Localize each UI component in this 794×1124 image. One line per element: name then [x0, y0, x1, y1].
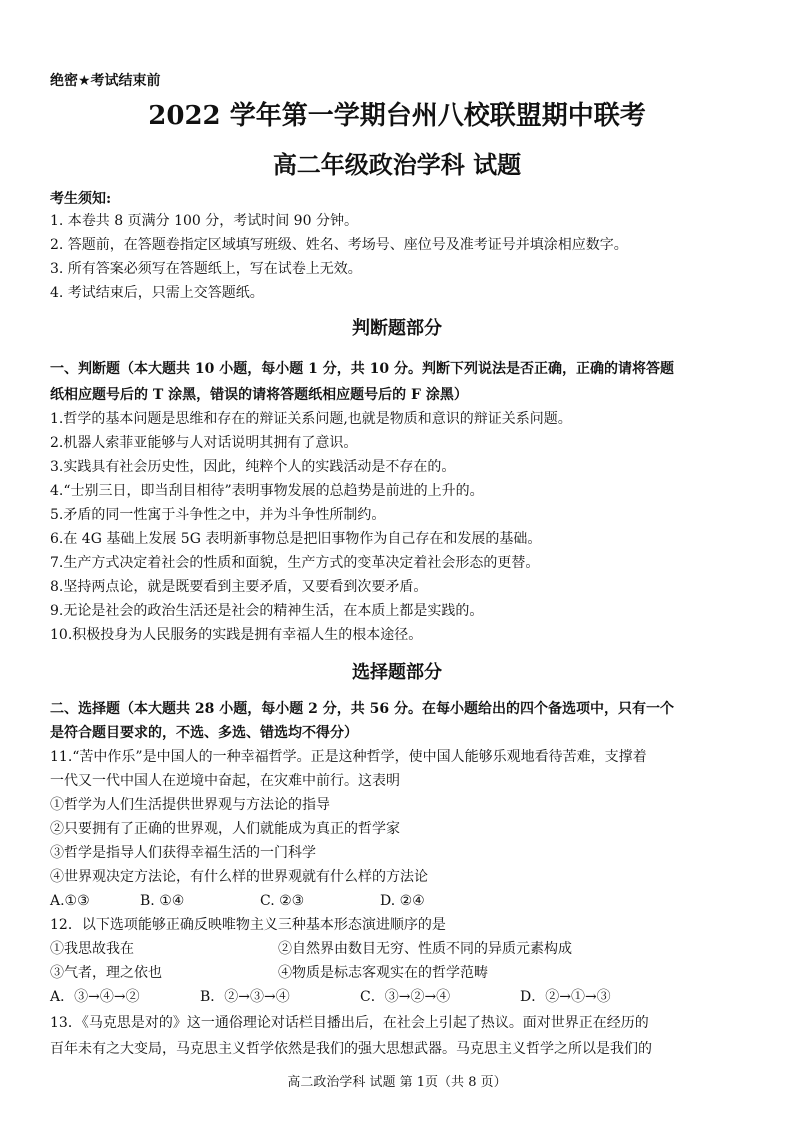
question-12-option-d: D．②→①→③ — [520, 989, 611, 1005]
question-12-statement: ③气者，理之依也 — [50, 965, 162, 981]
choice-instruction: 二、选择题（本大题共 28 小题，每小题 2 分，共 56 分。在每小题给出的四个备选项中，只有一个 — [50, 701, 674, 717]
question-12-stem: 12．以下选项能够正确反映唯物主义三种基本形态演进顺序的是 — [50, 917, 446, 933]
judge-item: 4.“士别三日，即当刮目相待”表明事物发展的总趋势是前进的上升的。 — [50, 483, 484, 499]
question-12-option-b: B．②→③→④ — [200, 989, 290, 1005]
judge-item: 9.无论是社会的政治生活还是社会的精神生活，在本质上都是实践的。 — [50, 603, 484, 619]
notice-item: 4. 考试结束后，只需上交答题纸。 — [50, 285, 264, 301]
secret-label: 绝密★考试结束前 — [50, 73, 161, 89]
question-11-statement: ①哲学为人们生活提供世界观与方法论的指导 — [50, 797, 330, 813]
notice-item: 1. 本卷共 8 页满分 100 分，考试时间 90 分钟。 — [50, 213, 358, 229]
question-11-statement: ③哲学是指导人们获得幸福生活的一门科学 — [50, 845, 316, 861]
question-11-statement: ②只要拥有了正确的世界观，人们就能成为真正的哲学家 — [50, 821, 400, 837]
page-footer: 高二政治学科 试题 第 1页（共 8 页） — [287, 1075, 507, 1090]
question-12-statement: ①我思故我在 — [50, 941, 134, 957]
question-11-option-b: B. ①④ — [140, 893, 185, 909]
question-12-statement: ②自然界由数目无穷、性质不同的异质元素构成 — [278, 941, 572, 957]
choice-section-title: 选择题部分 — [352, 662, 442, 683]
judge-item: 8.坚持两点论，就是既要看到主要矛盾，又要看到次要矛盾。 — [50, 579, 428, 595]
question-13-stem: 百年未有之大变局，马克思主义哲学依然是我们的强大思想武器。马克思主义哲学之所以是我们的 — [50, 1041, 652, 1057]
judge-item: 3.实践具有社会历史性，因此，纯粹个人的实践活动是不存在的。 — [50, 459, 456, 475]
question-12-option-c: C．③→②→④ — [360, 989, 451, 1005]
judge-item: 5.矛盾的同一性寓于斗争性之中，并为斗争性所制约。 — [50, 507, 386, 523]
notice-heading: 考生须知: — [50, 191, 112, 207]
question-11-option-d: D. ②④ — [380, 893, 425, 909]
exam-subtitle: 高二年级政治学科 试题 — [272, 150, 522, 179]
judge-section-title: 判断题部分 — [352, 318, 442, 339]
question-12-statement: ④物质是标志客观实在的哲学范畴 — [278, 965, 488, 981]
question-11-statement: ④世界观决定方法论，有什么样的世界观就有什么样的方法论 — [50, 869, 428, 885]
judge-item: 2.机器人索菲亚能够与人对话说明其拥有了意识。 — [50, 435, 358, 451]
exam-title: 2022 学年第一学期台州八校联盟期中联考 — [148, 101, 646, 131]
question-11-option-a: A.①③ — [50, 893, 90, 909]
question-12-option-a: A．③→④→② — [50, 989, 140, 1005]
choice-instruction: 是符合题目要求的，不选、多选、错选均不得分） — [50, 725, 358, 741]
question-11-stem: 一代又一代中国人在逆境中奋起，在灾难中前行。这表明 — [50, 773, 400, 789]
question-11-stem: 11.“苦中作乐”是中国人的一种幸福哲学。正是这种哲学，使中国人能够乐观地看待苦难，支撑着 — [50, 749, 647, 765]
notice-item: 3. 所有答案必须写在答题纸上，写在试卷上无效。 — [50, 261, 362, 277]
judge-instruction: 纸相应题号后的 T 涂黑，错误的请将答题纸相应题号后的 F 涂黑） — [50, 387, 468, 403]
judge-item: 7.生产方式决定着社会的性质和面貌，生产方式的变革决定着社会形态的更替。 — [50, 555, 540, 571]
judge-instruction: 一、判断题（本大题共 10 小题，每小题 1 分，共 10 分。判断下列说法是否正确，正确的请将答题 — [50, 361, 674, 377]
judge-item: 1.哲学的基本问题是思维和存在的辩证关系问题,也就是物质和意识的辩证关系问题。 — [50, 411, 572, 427]
judge-item: 10.积极投身为人民服务的实践是拥有幸福人生的根本途径。 — [50, 627, 423, 643]
notice-item: 2. 答题前，在答题卷指定区域填写班级、姓名、考场号、座位号及准考证号并填涂相应数字。 — [50, 237, 628, 253]
question-13-stem: 13．《马克思是对的》这一通俗理论对话栏目播出后，在社会上引起了热议。面对世界正在经历的 — [50, 1015, 649, 1031]
question-11-option-c: C. ②③ — [260, 893, 305, 909]
judge-item: 6.在 4G 基础上发展 5G 表明新事物总是把旧事物作为自己存在和发展的基础。 — [50, 531, 542, 547]
